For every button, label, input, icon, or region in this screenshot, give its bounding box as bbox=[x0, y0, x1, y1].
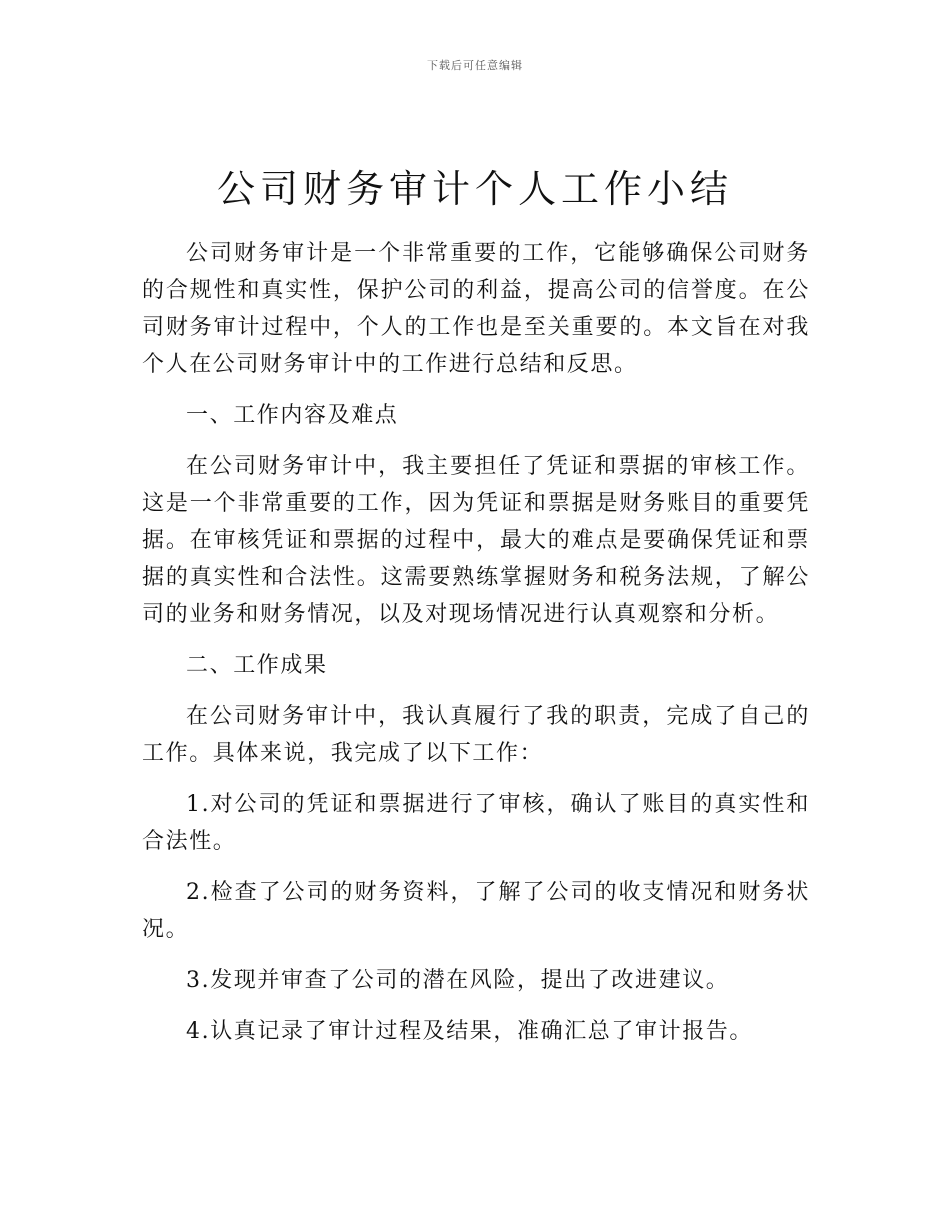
list-item: 1.对公司的凭证和票据进行了审核，确认了账目的真实性和合法性。 bbox=[142, 792, 810, 854]
header-note: 下载后可任意编辑 bbox=[427, 59, 523, 72]
work-results-paragraph: 在公司财务审计中，我认真履行了我的职责，完成了自己的工作。具体来说，我完成了以下工作： bbox=[142, 704, 810, 766]
list-item: 2.检查了公司的财务资料，了解了公司的收支情况和财务状况。 bbox=[142, 880, 810, 942]
intro-paragraph: 公司财务审计是一个非常重要的工作，它能够确保公司财务的合规性和真实性，保护公司的利益，提高公司的信誉度。在公司财务审计过程中，个人的工作也是至关重要的。本文旨在对我个人在公司财务审计中的工作进行总结和反思。 bbox=[142, 241, 810, 377]
section-heading-work-content: 一、工作内容及难点 bbox=[186, 403, 399, 428]
list-item: 3.发现并审查了公司的潜在风险，提出了改进建议。 bbox=[186, 968, 730, 993]
list-item: 4.认真记录了审计过程及结果，准确汇总了审计报告。 bbox=[186, 1019, 753, 1044]
document-title: 公司财务审计个人工作小结 bbox=[216, 167, 733, 211]
document-body bbox=[142, 235, 810, 1064]
section-heading-work-results: 二、工作成果 bbox=[186, 653, 328, 678]
work-content-paragraph: 在公司财务审计中，我主要担任了凭证和票据的审核工作。这是一个非常重要的工作，因为凭证和票据是财务账目的重要凭据。在审核凭证和票据的过程中，最大的难点是要确保凭证和票据的真实性和合法性。这需要熟练掌握财务和税务法规，了解公司的业务和财务情况，以及对现场情况进行认真观察和分析。 bbox=[142, 454, 810, 627]
